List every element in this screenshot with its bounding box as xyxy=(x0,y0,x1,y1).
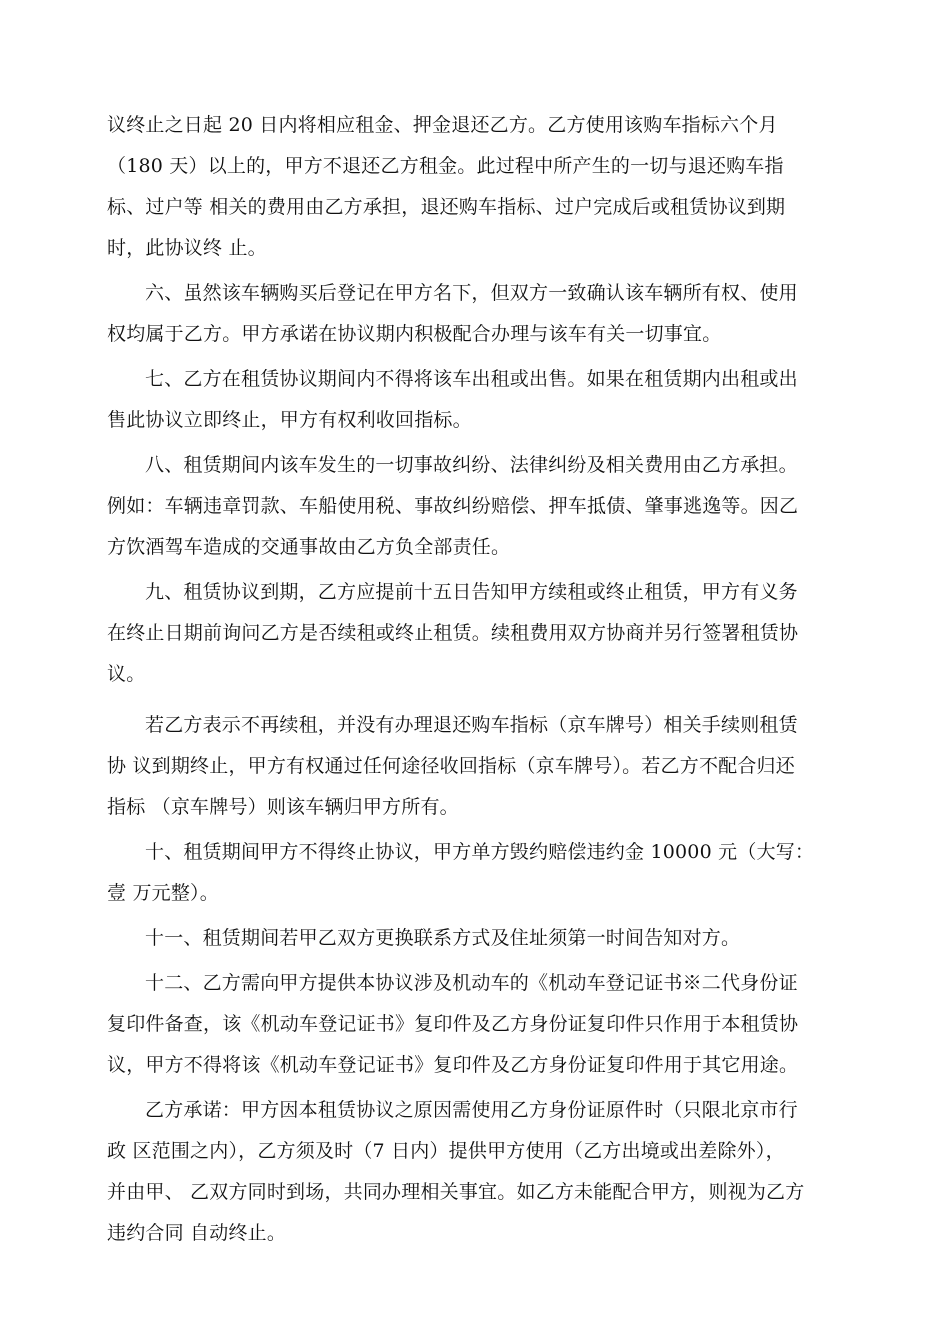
text-line: 政 区范围之内），乙方须及时（7 日内）提供甲方使用（乙方出境或出差除外）， xyxy=(107,1140,785,1162)
paragraph-clause5-tail xyxy=(107,105,852,269)
paragraph-clause8 xyxy=(107,445,852,568)
text-line: 标、过户等 相关的费用由乙方承担，退还购车指标、过户完成后或租赁协议到期 xyxy=(107,196,786,218)
paragraph-clause9-supplement xyxy=(107,705,852,828)
text-line: 方饮酒驾车造成的交通事故由乙方负全部责任。 xyxy=(107,536,511,558)
text-line: 并由甲、 乙双方同时到场，共同办理相关事宜。如乙方未能配合甲方，则视为乙方 xyxy=(107,1181,805,1203)
paragraph-clause10 xyxy=(107,832,852,914)
paragraph-clause12 xyxy=(107,963,852,1086)
text-line: 十二、乙方需向甲方提供本协议涉及机动车的《机动车登记证书※二代身份证 xyxy=(145,972,798,994)
text-line: 时，此协议终 止。 xyxy=(107,237,267,259)
text-line: （180 天）以上的，甲方不退还乙方租金。此过程中所产生的一切与退还购车指 xyxy=(107,155,784,177)
text-line: 若乙方表示不再续租，并没有办理退还购车指标（京车牌号）相关手续则租赁 xyxy=(145,714,798,736)
paragraph-clause6 xyxy=(107,273,852,355)
text-line: 例如：车辆违章罚款、车船使用税、事故纠纷赔偿、押车抵债、肇事逃逸等。因乙 xyxy=(107,495,799,517)
text-line: 售此协议立即终止，甲方有权利收回指标。 xyxy=(107,409,472,431)
text-line: 十、租赁期间甲方不得终止协议，甲方单方毁约赔偿违约金 10000 元（大写： xyxy=(145,841,815,863)
contract-body xyxy=(107,105,852,1254)
text-line: 在终止日期前询问乙方是否续租或终止租赁。续租费用双方协商并另行签署租赁协 xyxy=(107,622,799,644)
paragraph-clause11 xyxy=(107,918,852,959)
text-line: 乙方承诺：甲方因本租赁协议之原因需使用乙方身份证原件时（只限北京市行 xyxy=(145,1099,798,1121)
text-line: 十一、租赁期间若甲乙双方更换联系方式及住址须第一时间告知对方。 xyxy=(145,927,741,949)
paragraph-clause9 xyxy=(107,572,852,695)
paragraph-clause7 xyxy=(107,359,852,441)
text-line: 议，甲方不得将该《机动车登记证书》复印件及乙方身份证复印件用于其它用途。 xyxy=(107,1054,799,1076)
text-line: 议。 xyxy=(107,663,146,685)
text-line: 复印件备查，该《机动车登记证书》复印件及乙方身份证复印件只作用于本租赁协 xyxy=(107,1013,799,1035)
text-line: 六、虽然该车辆购买后登记在甲方名下，但双方一致确认该车辆所有权、使用 xyxy=(145,282,798,304)
text-line: 八、租赁期间内该车发生的一切事故纠纷、法律纠纷及相关费用由乙方承担。 xyxy=(145,454,798,476)
text-line: 议终止之日起 20 日内将相应租金、押金退还乙方。乙方使用该购车指标六个月 xyxy=(107,114,778,136)
text-line: 七、乙方在租赁协议期间内不得将该车出租或出售。如果在租赁期内出租或出 xyxy=(145,368,798,390)
text-line: 协 议到期终止，甲方有权通过任何途径收回指标（京车牌号）。若乙方不配合归还 xyxy=(107,755,795,777)
text-line: 指标 （京车牌号）则该车辆归甲方所有。 xyxy=(107,796,459,818)
text-line: 壹 万元整）。 xyxy=(107,882,219,904)
text-line: 权均属于乙方。甲方承诺在协议期内积极配合办理与该车有关一切事宜。 xyxy=(107,323,722,345)
paragraph-clause12-promise xyxy=(107,1090,852,1254)
text-line: 违约合同 自动终止。 xyxy=(107,1222,287,1244)
text-line: 九、租赁协议到期，乙方应提前十五日告知甲方续租或终止租赁，甲方有义务 xyxy=(145,581,798,603)
